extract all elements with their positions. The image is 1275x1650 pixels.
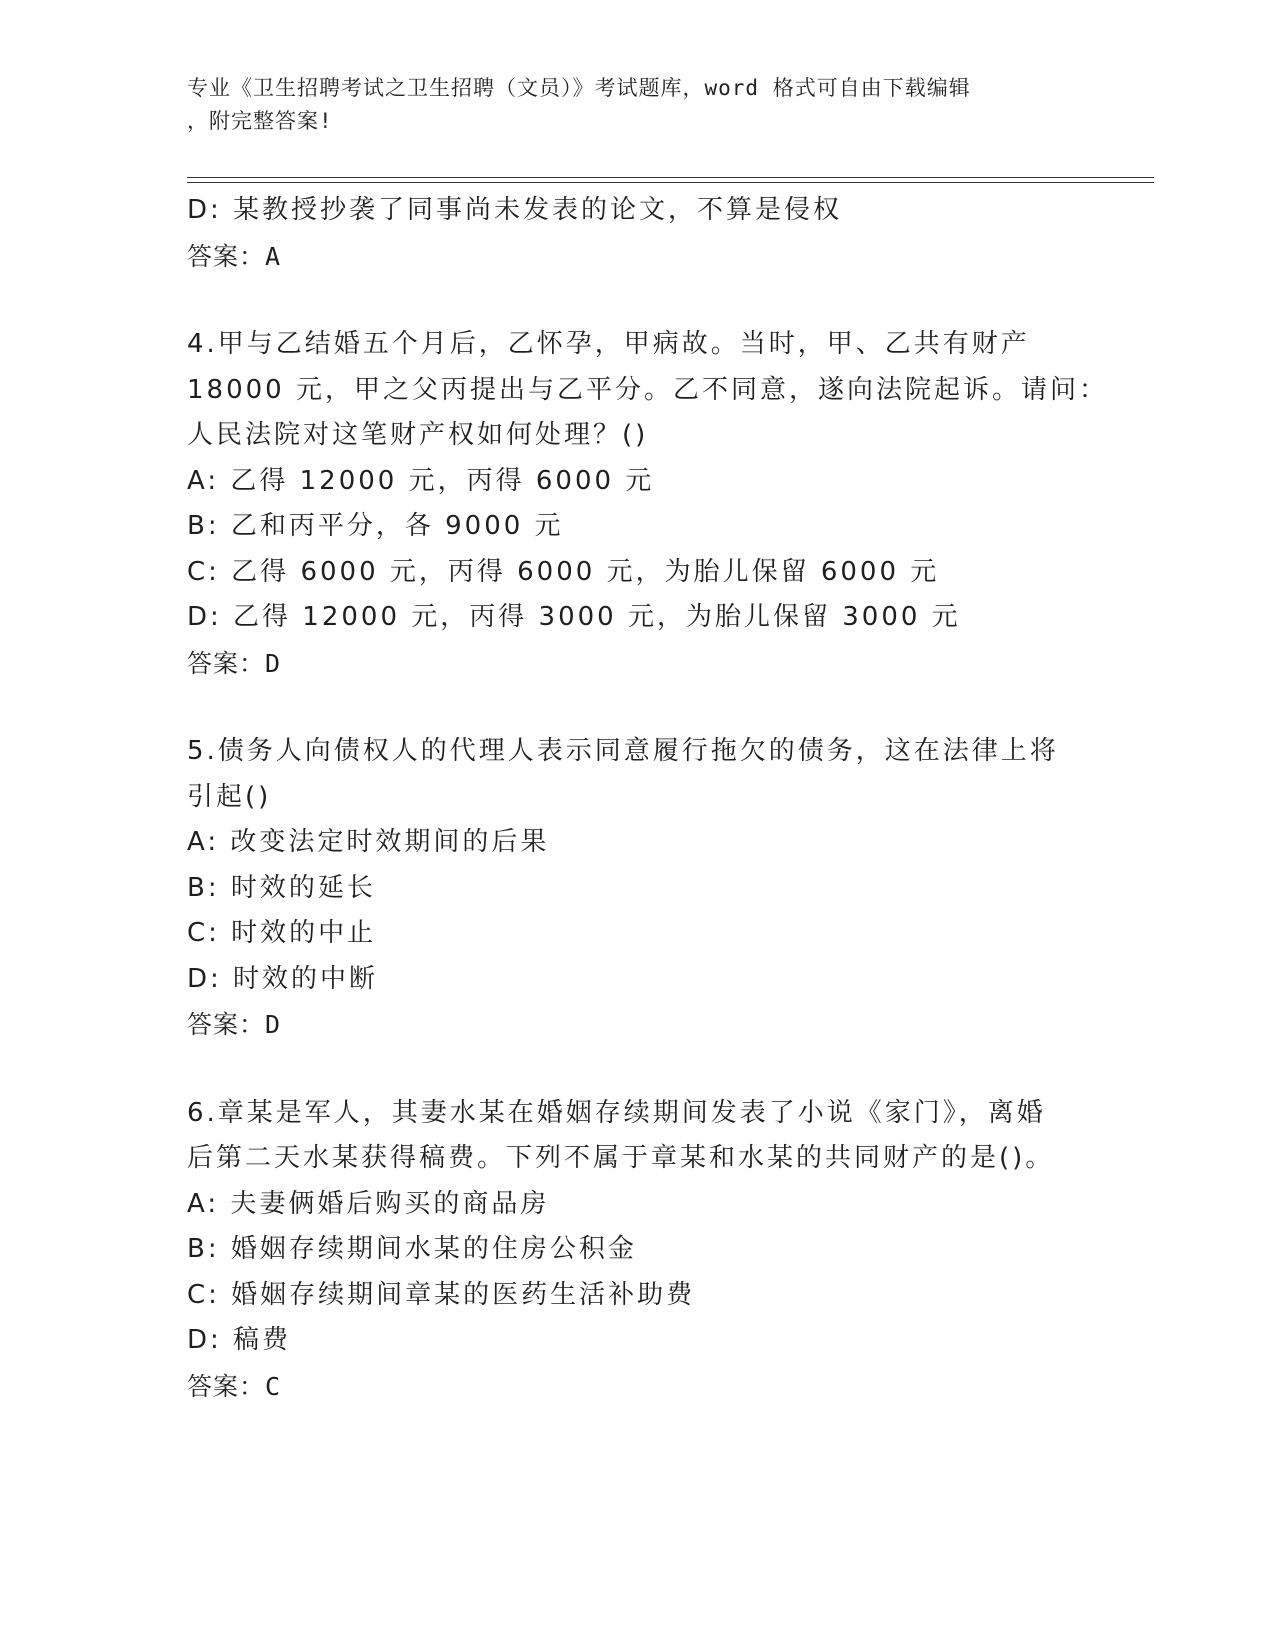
option-a: A: 夫妻俩婚后购买的商品房 bbox=[187, 1188, 550, 1219]
spacer bbox=[187, 279, 1087, 322]
page-header bbox=[187, 72, 1067, 138]
answer-line: 答案：C bbox=[187, 1371, 282, 1401]
answer-line: 答案：D bbox=[187, 648, 282, 678]
question-4 bbox=[187, 322, 1108, 686]
question-content bbox=[187, 188, 1108, 1409]
question-text-line: 18000 元，甲之父丙提出与乙平分。乙不同意，遂向法院起诉。请问： bbox=[187, 374, 1108, 405]
option-d: D: 乙得 12000 元，丙得 3000 元，为胎儿保留 3000 元 bbox=[187, 602, 961, 632]
question-5 bbox=[187, 729, 1087, 1048]
option-a: A: 乙得 12000 元，丙得 6000 元 bbox=[187, 465, 655, 496]
option-d: D: 某教授抄袭了同事尚未发表的论文，不算是侵权 bbox=[187, 195, 843, 225]
question-3-tail bbox=[187, 188, 1087, 279]
question-6 bbox=[187, 1091, 1087, 1410]
question-text-line: 6.章某是军人，其妻水某在婚姻存续期间发表了小说《家门》，离婚 bbox=[187, 1097, 1046, 1128]
header-divider-top bbox=[187, 177, 1154, 178]
header-line-1: 专业《卫生招聘考试之卫生招聘（文员）》考试题库，word 格式可自由下载编辑 bbox=[187, 76, 971, 100]
option-c: C: 乙得 6000 元，丙得 6000 元，为胎儿保留 6000 元 bbox=[187, 556, 940, 587]
spacer bbox=[187, 686, 1087, 729]
option-c: C: 婚姻存续期间章某的医药生活补助费 bbox=[187, 1279, 696, 1310]
question-text-line: 4.甲与乙结婚五个月后，乙怀孕，甲病故。当时，甲、乙共有财产 bbox=[187, 329, 1030, 359]
question-text-line: 后第二天水某获得稿费。下列不属于章某和水某的共同财产的是()。 bbox=[187, 1143, 1055, 1173]
option-c: C: 时效的中止 bbox=[187, 918, 377, 948]
option-b: B: 时效的延长 bbox=[187, 872, 376, 903]
header-line-2: ，附完整答案! bbox=[187, 109, 333, 133]
option-d: D: 稿费 bbox=[187, 1325, 292, 1355]
header-divider-bottom bbox=[187, 182, 1154, 183]
question-text-line: 引起() bbox=[187, 781, 272, 812]
question-text-line: 5.债务人向债权人的代理人表示同意履行拖欠的债务，这在法律上将 bbox=[187, 736, 1059, 766]
spacer bbox=[187, 1048, 1087, 1091]
answer-line: 答案：D bbox=[187, 1010, 282, 1039]
option-d: D: 时效的中断 bbox=[187, 963, 379, 994]
option-b: B: 乙和丙平分，各 9000 元 bbox=[187, 511, 564, 541]
option-a: A: 改变法定时效期间的后果 bbox=[187, 827, 550, 857]
option-b: B: 婚姻存续期间水某的住房公积金 bbox=[187, 1234, 637, 1264]
question-text-line: 人民法院对这笔财产权如何处理？() bbox=[187, 420, 649, 450]
answer-line: 答案：A bbox=[187, 241, 282, 271]
